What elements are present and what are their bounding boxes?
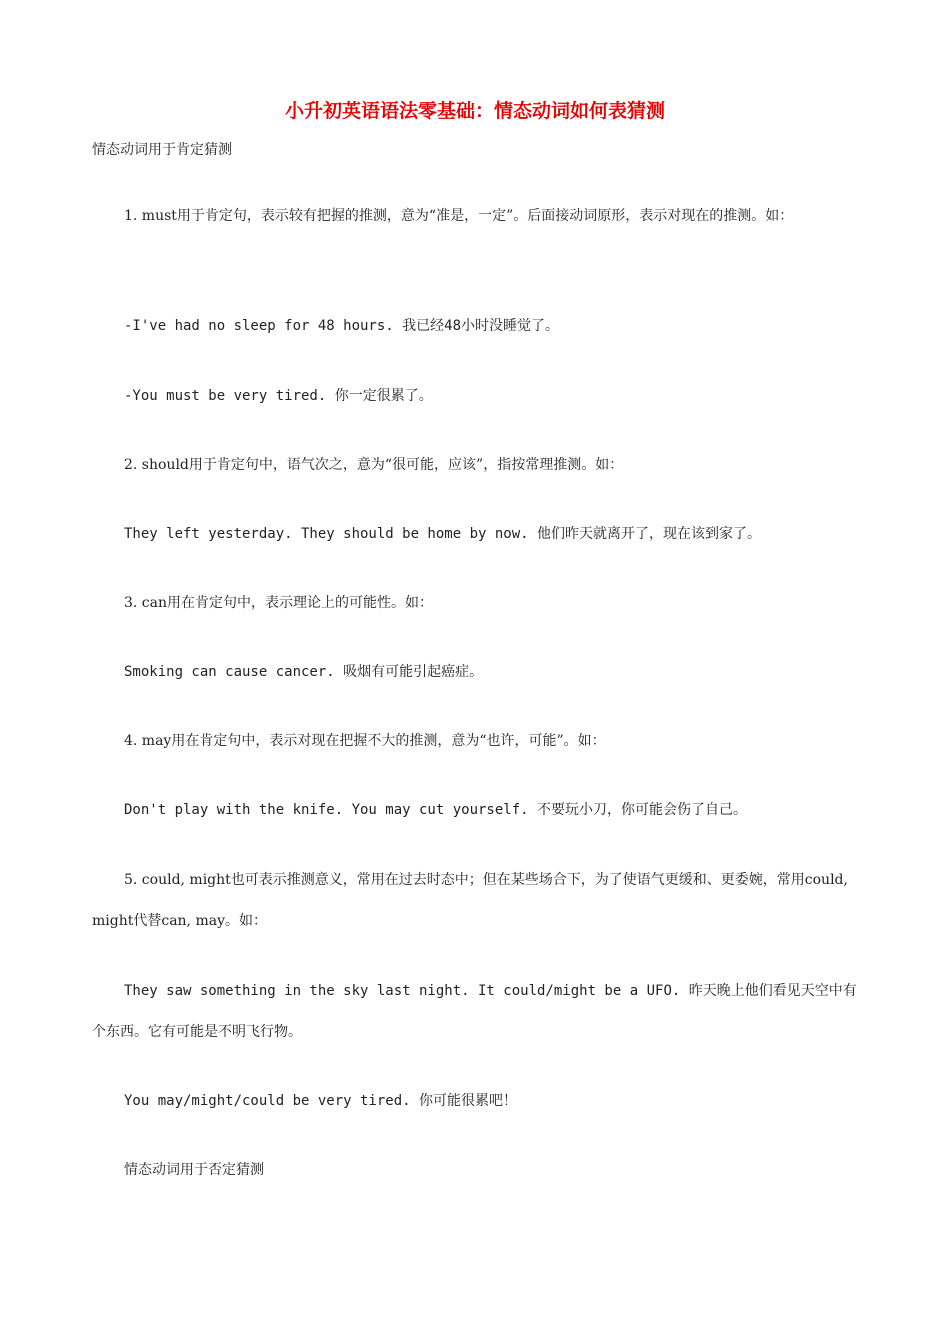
example-may: Don't play with the knife. You may cut yourself. 不要玩小刀，你可能会伤了自己。 [124, 802, 748, 818]
paragraph-may: 4. may用在肯定句中，表示对现在把握不大的推测，意为“也许，可能”。如： [124, 733, 606, 749]
example-could-might-1: They saw something in the sky last night. It could/might be a UFO. 昨天晚上他们看见天空中有个东西。它有可能是不明飞行物。 [92, 983, 857, 1040]
example-could-might-2: You may/might/could be very tired. 你可能很累吧！ [124, 1093, 518, 1109]
section-heading-affirmative: 情态动词用于肯定猜测 [92, 142, 232, 158]
example-must-2: -You must be very tired. 你一定很累了。 [124, 388, 433, 404]
example-can: Smoking can cause cancer. 吸烟有可能引起癌症。 [124, 664, 484, 680]
paragraph-could-might: 5. could, might也可表示推测意义，常用在过去时态中；但在某些场合下，为了使语气更缓和、更委婉，常用could, might代替can, may。如： [92, 872, 848, 929]
paragraph-must: 1. must用于肯定句，表示较有把握的推测，意为“准是，一定”。后面接动词原形，表示对现在的推测。如： [124, 208, 794, 224]
paragraph-can: 3. can用在肯定句中，表示理论上的可能性。如： [124, 595, 434, 611]
paragraph-should: 2. should用于肯定句中，语气次之，意为“很可能，应该”，指按常理推测。如： [124, 457, 624, 473]
example-should: They left yesterday. They should be home by now. 他们昨天就离开了，现在该到家了。 [124, 526, 762, 542]
example-must-1: -I've had no sleep for 48 hours. 我已经48小时没睡觉了。 [124, 318, 560, 334]
section-heading-negative: 情态动词用于否定猜测 [124, 1162, 264, 1178]
document-title: 小升初英语语法零基础：情态动词如何表猜测 [284, 100, 665, 122]
